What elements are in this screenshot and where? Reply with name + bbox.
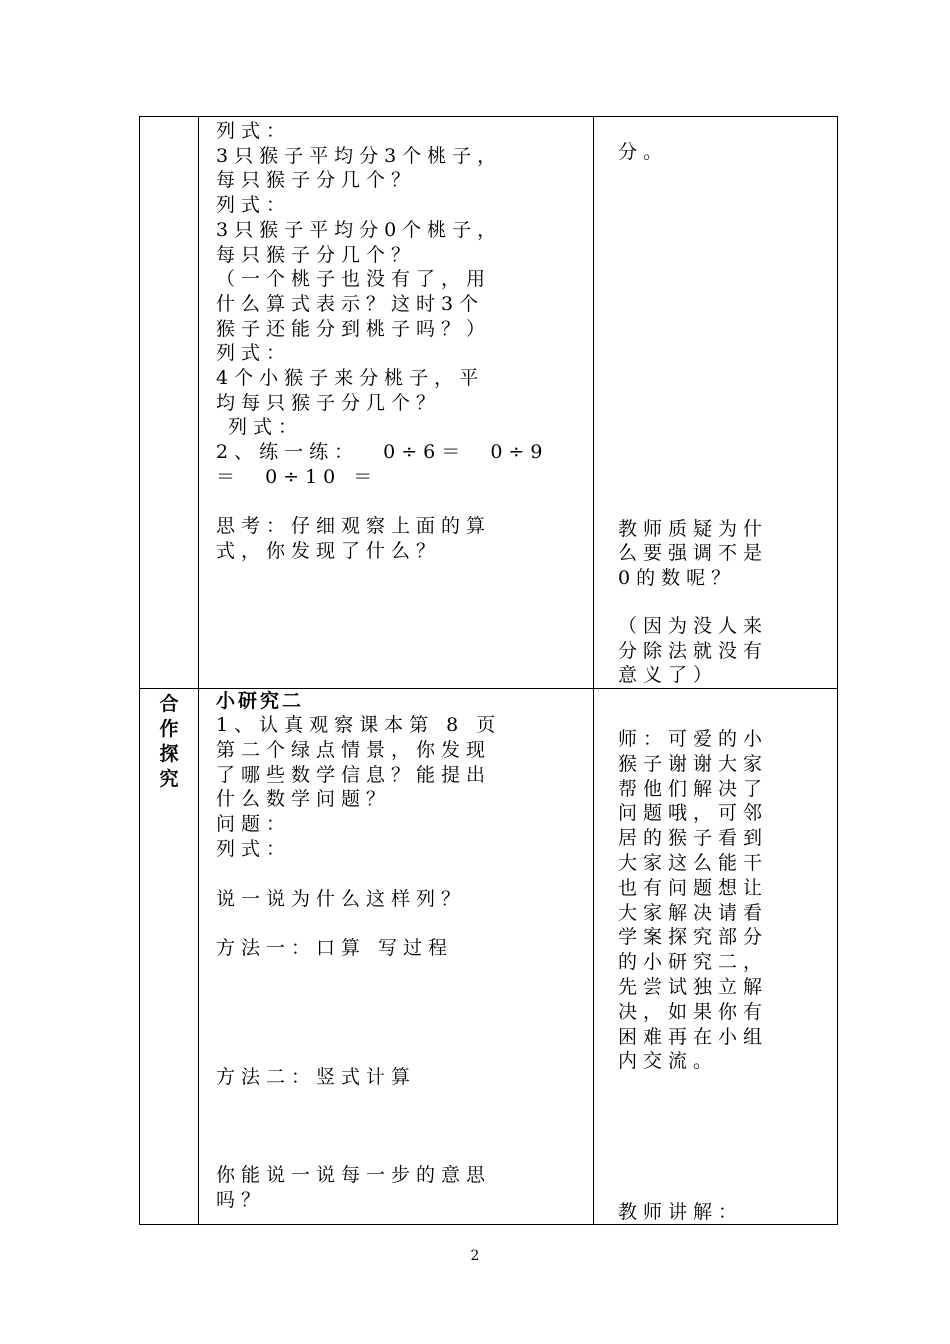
column-divider-1 — [198, 116, 199, 1225]
text-line: 说一说为什么这样列？ — [216, 887, 467, 910]
row2-middle-lines — [216, 713, 586, 960]
label-char: 作 — [159, 718, 179, 740]
text-line: 每只猴子分几个？ — [216, 243, 417, 266]
text-line: 3只猴子平均分0个桃子， — [216, 218, 503, 241]
table-right-border — [837, 116, 838, 1225]
note-line: 猴子谢谢大家 — [618, 752, 769, 775]
note-line: 0的数呢？ — [618, 566, 737, 589]
row1-right-top-text: 分。 — [618, 141, 669, 163]
row2-closing-lines — [216, 1163, 586, 1213]
text-line: ＝ 0÷10 ＝ — [216, 465, 379, 488]
text-line: 吗？ — [216, 1188, 267, 1211]
note-line: （因为没人来 — [618, 615, 769, 638]
note-line: 学案探究部分 — [618, 926, 769, 949]
text-line: 4个小猴子来分桃子，平 — [216, 367, 485, 389]
column-divider-2 — [593, 116, 594, 1225]
text-line: 你能说一说每一步的意思 — [216, 1164, 492, 1186]
row2-right-cell — [618, 727, 833, 1222]
note-line: 问题哦，可邻 — [618, 802, 769, 825]
text-line: 什么数学问题？ — [216, 788, 392, 811]
row1-right-notes — [618, 517, 833, 686]
note-line: 的小研究二， — [618, 951, 769, 974]
text-line: 方法一：口算 写过程 — [216, 937, 454, 960]
text-line: 列式： — [216, 194, 292, 217]
text-line: 列式： — [216, 838, 292, 860]
text-line: 式，你发现了什么？ — [216, 539, 442, 562]
text-line: 2、练一练： 0÷6＝ 0÷9 — [216, 441, 549, 464]
note-line: 意义了） — [618, 663, 719, 686]
text-line: 思考：仔细观察上面的算 — [216, 515, 492, 538]
note-line: 内交流。 — [618, 1050, 719, 1073]
note-line: 决，如果你有 — [618, 1000, 769, 1023]
table-top-border — [139, 116, 838, 117]
text-line: （一个桃子也没有了，用 — [216, 268, 492, 291]
page-number: 2 — [470, 1248, 480, 1264]
teacher-explains-text: 教师讲解： — [618, 1201, 744, 1223]
row1-right-cell — [618, 140, 833, 686]
text-line: 均每只猴子分几个？ — [216, 391, 442, 414]
text-line: 第二个绿点情景，你发现 — [216, 738, 492, 761]
table-left-border — [139, 116, 140, 1225]
note-line: 困难再在小组 — [618, 1025, 769, 1048]
text-line: 每只猴子分几个？ — [216, 169, 417, 192]
note-line: 大家解决请看 — [618, 901, 769, 924]
row2-right-notes — [618, 727, 833, 1073]
text-line: 列式： — [216, 120, 292, 142]
text-line: 1、认真观察课本第 8 页 — [216, 714, 502, 736]
note-line: 也有问题想让 — [618, 876, 769, 899]
note-line: 居的猴子看到 — [618, 827, 769, 850]
label-char: 探 — [159, 743, 179, 765]
note-line: 帮他们解决了 — [618, 777, 769, 800]
label-char: 究 — [159, 768, 179, 790]
row1-middle-cell — [216, 119, 586, 679]
text-line: 列式： — [216, 342, 292, 365]
note-line: 么要强调不是 — [618, 542, 769, 565]
note-line: 先尝试独立解 — [618, 976, 769, 998]
note-line: 教师质疑为什 — [618, 518, 769, 540]
method-two-text: 方法二：竖式计算 — [216, 1066, 417, 1088]
note-line: 大家这么能干 — [618, 852, 769, 874]
table-bottom-border — [139, 1224, 838, 1225]
note-line: 分除法就没有 — [618, 639, 769, 662]
row2-middle-cell — [216, 689, 586, 1221]
row2-label-cooperative-inquiry — [140, 690, 198, 800]
text-line: 问题： — [216, 813, 292, 836]
text-line: 了哪些数学信息？能提出 — [216, 763, 492, 786]
text-line: 猴子还能分到桃子吗？） — [216, 317, 492, 340]
text-line: 列式： — [216, 416, 304, 439]
label-char: 合 — [159, 693, 179, 715]
note-line: 师：可爱的小 — [618, 728, 769, 750]
text-line: 3只猴子平均分3个桃子， — [216, 144, 503, 167]
section-heading: 小研究二 — [216, 690, 305, 712]
text-line: 什么算式表示？这时3个 — [216, 292, 485, 315]
